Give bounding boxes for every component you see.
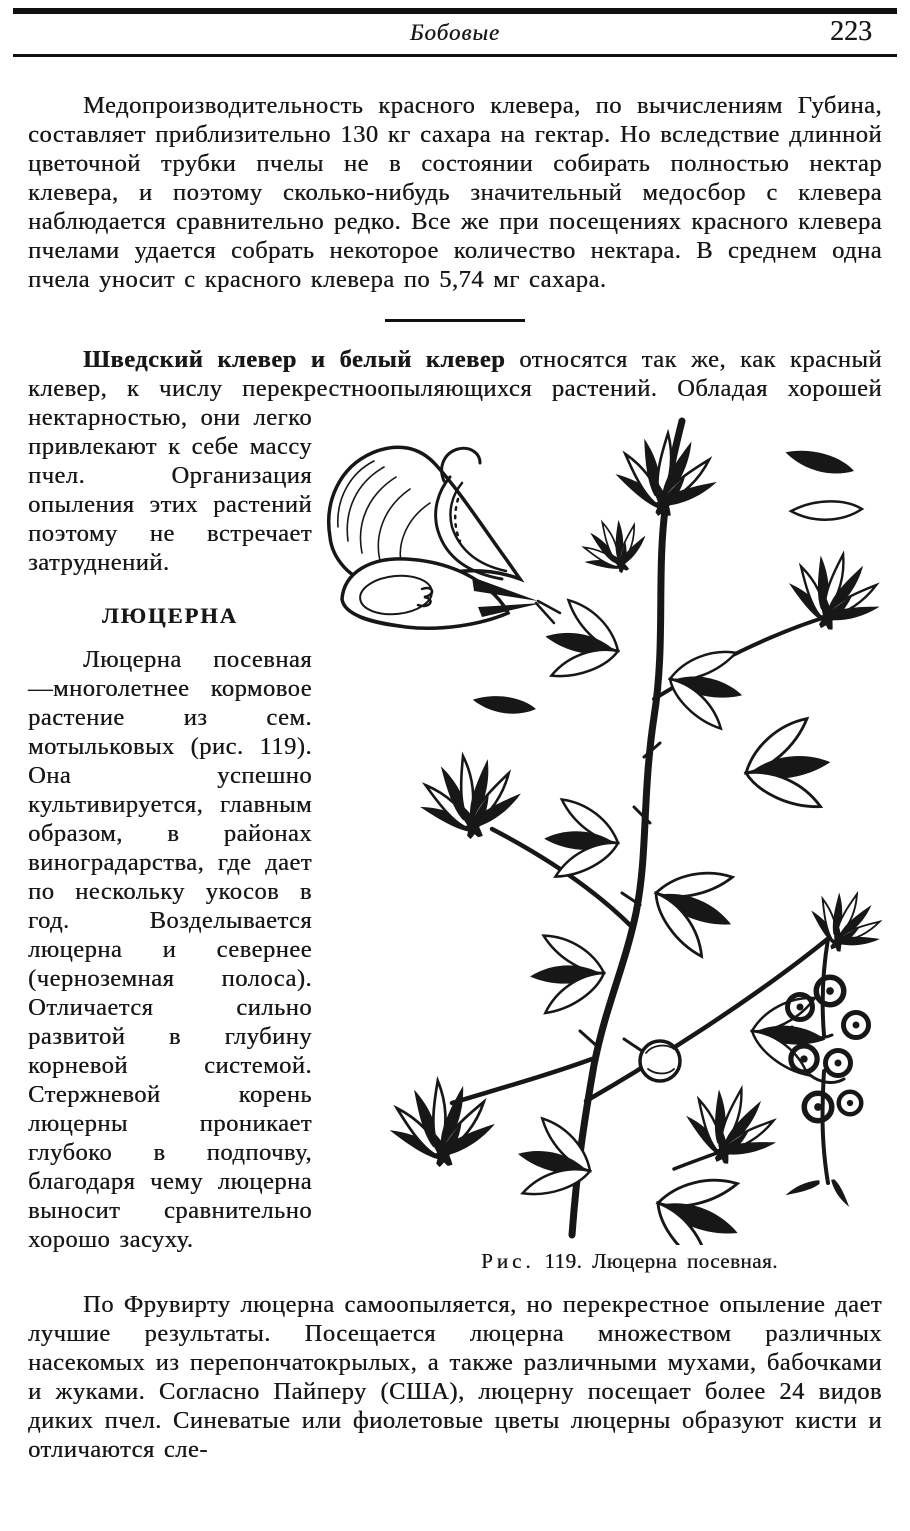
- paragraph-pollination: По Фрувирту люцерна самоопыляется, но перекрестное опыление дает лучшие результаты. Посещается люцерна множеством различных насекомых из перепончатокрылых, а также различными мухами, бабочками и жуками. Согласно Пайперу (США), люцерну посещает более 24 видов диких пчел. Синеватые или фиолетовые цветы люцерны образуют кисти и отличаются сле-: [28, 1291, 882, 1463]
- alfalfa-illustration: [322, 407, 882, 1245]
- paragraph-lucerne-description: Люцерна посевная—многолетнее кормовое растение из сем. мотыльковых (рис. 119). Она успешно культивируется, главным образом, в районах виноградарства, где дает по нескольку укосов в год. Возделывается люцерна и севернее (черноземная полоса). Отличается сильно развитой в глубину корневой системой. Стержневой корень люцерны проникает глубоко в подпочву, благодаря чему люцерна выносит сравнительно хорошо засуху.: [28, 646, 312, 1253]
- figure-caption: [322, 1247, 882, 1276]
- figure-alfalfa: [322, 407, 882, 1276]
- section-divider: [385, 319, 525, 322]
- paragraph-honey-yield: Медопроизводительность красного клевера, по вычислениям Губина, составляет приблизительно 130 кг сахара на гектар. Но вследствие длинной цветочной трубки пчелы не в состоянии собирать полностью нектар клевера, и поэтому сколько-нибудь значительный медосбор с клевера наблюдается сравнительно редко. Все же при посещениях красного клевера пчелами удается собрать некоторое количество нектара. В среднем одна пчела уносит с красного клевера по 5,74 мг сахара.: [28, 92, 882, 293]
- figure-caption-label: Рис.: [481, 1249, 535, 1273]
- paragraph-clover-rest: Обладая хорошей нектарностью, они легко привлекают к себе массу пчел. Организация опыления этих растений поэтому не встречает затруднений.: [28, 375, 882, 576]
- figure-caption-text: 119. Люцерна посевная.: [544, 1249, 778, 1273]
- running-title: Бобовые: [409, 20, 501, 45]
- flower-section-drawing: [329, 447, 560, 629]
- page-header: [16, 14, 894, 54]
- page-number: 223: [830, 16, 872, 47]
- page-content: [0, 91, 910, 1464]
- section-heading-lucerne: ЛЮЦЕРНА: [101, 603, 239, 628]
- bold-lead-text: Шведский клевер и белый клевер: [83, 346, 506, 373]
- plant-branch-drawing: [329, 421, 882, 1245]
- header-rule-bottom: [13, 54, 897, 57]
- paragraph-clover-lead: относятся так же, как красный клевер, к числу перекрестноопыляющихся растений.: [28, 346, 882, 402]
